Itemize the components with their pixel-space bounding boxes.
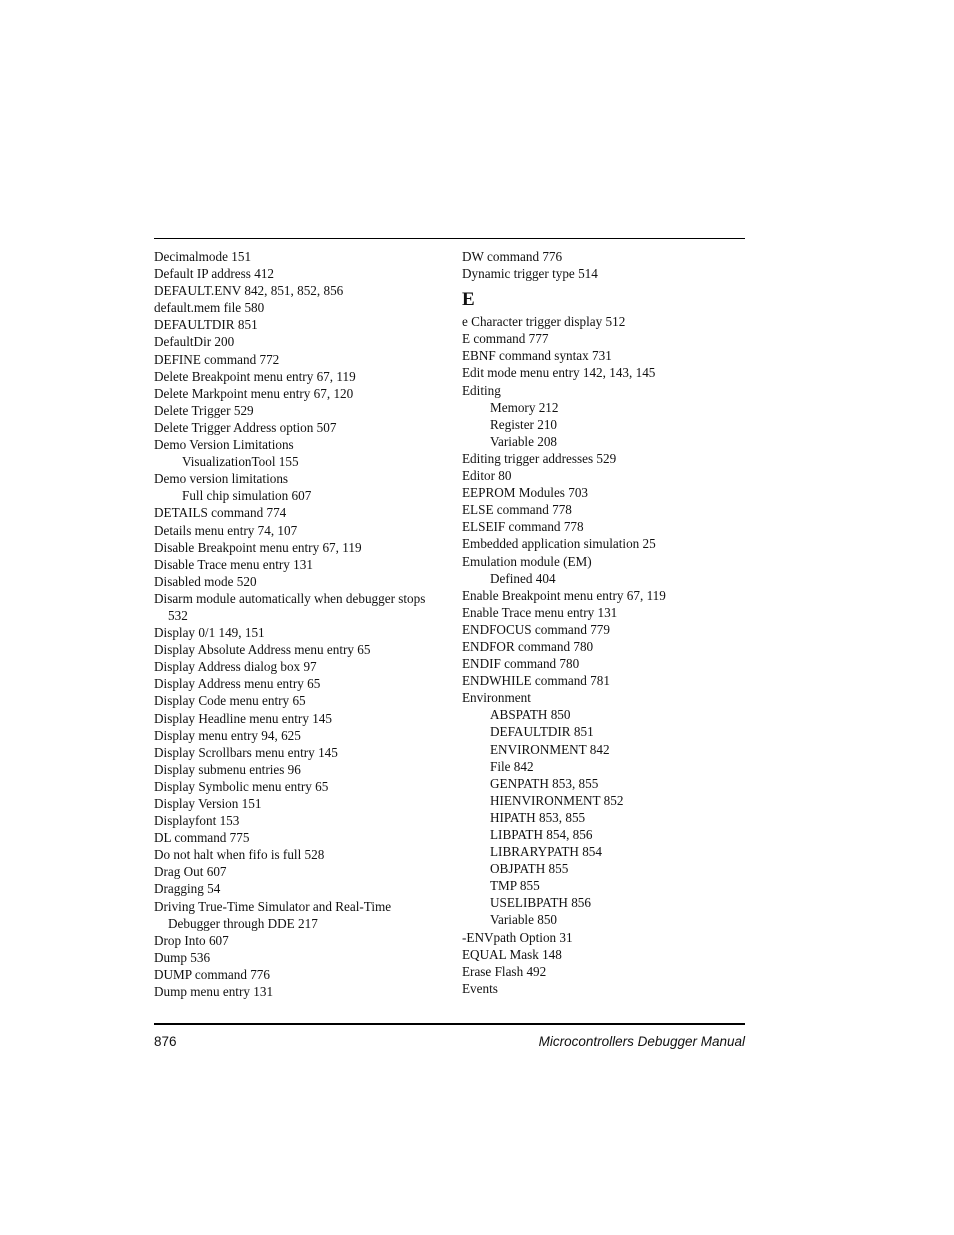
index-subentry: GENPATH 853, 855 [490, 775, 599, 791]
index-entry: Delete Markpoint menu entry 67, 120 [154, 385, 354, 401]
index-entry: Dump 536 [154, 949, 211, 965]
index-entry: Demo version limitations [154, 471, 289, 487]
manual-title: Microcontrollers Debugger Manual [538, 1034, 745, 1049]
index-entry: Default IP address 412 [154, 266, 275, 282]
index-entry: Enable Trace menu entry 131 [462, 604, 618, 620]
index-entry: Demo Version Limitations [154, 437, 294, 453]
index-entry: ENDIF command 780 [462, 656, 580, 672]
index-entry: Details menu entry 74, 107 [154, 522, 298, 538]
index-entry: EBNF command syntax 731 [462, 348, 612, 364]
index-entry: Editing [462, 382, 501, 398]
header-rule [154, 238, 745, 239]
index-subentry: HIPATH 853, 855 [490, 809, 586, 825]
index-entry: ENDFOCUS command 779 [462, 621, 610, 637]
index-subentry: DEFAULTDIR 851 [490, 724, 594, 740]
index-entry: Display Address menu entry 65 [154, 676, 321, 692]
index-entry: Disarm module automatically when debugger stops 532 [154, 590, 426, 623]
index-entry: Editor 80 [462, 468, 512, 484]
index-entry: E command 777 [462, 331, 549, 347]
index-subentry: OBJPATH 855 [490, 861, 569, 877]
index-entry: Erase Flash 492 [462, 963, 547, 979]
index-entry: Driving True-Time Simulator and Real-Time Debugger through DDE 217 [154, 898, 392, 931]
index-entry: Display Code menu entry 65 [154, 693, 306, 709]
index-entry: DEFAULT.ENV 842, 851, 852, 856 [154, 283, 344, 299]
index-entry: Dynamic trigger type 514 [462, 266, 598, 282]
index-entry: e Character trigger display 512 [462, 314, 626, 330]
index-entry: Delete Trigger Address option 507 [154, 419, 337, 435]
index-entry: Do not halt when fifo is full 528 [154, 847, 325, 863]
index-entry: Display 0/1 149, 151 [154, 625, 265, 641]
index-entry: Edit mode menu entry 142, 143, 145 [462, 365, 656, 381]
index-entry: Displayfont 153 [154, 813, 240, 829]
index-entry: Editing trigger addresses 529 [462, 450, 617, 466]
index-entry: ELSEIF command 778 [462, 519, 584, 535]
index-entry: Delete Trigger 529 [154, 402, 254, 418]
index-subentry: ABSPATH 850 [490, 707, 571, 723]
index-entry: DW command 776 [462, 249, 563, 264]
index-entry: Display Headline menu entry 145 [154, 710, 332, 726]
index-subentry: LIBPATH 854, 856 [490, 827, 593, 842]
index-entry: Display Symbolic menu entry 65 [154, 778, 329, 794]
index-entry: ELSE command 778 [462, 502, 572, 518]
index-entry: Decimalmode 151 [154, 249, 252, 264]
index-entry: Dragging 54 [154, 881, 221, 897]
index-entry: Emulation module (EM) [462, 553, 592, 569]
index-entry: Dump menu entry 131 [154, 984, 274, 1000]
index-subentry: TMP 855 [490, 878, 540, 894]
index-entry: DEFINE command 772 [154, 351, 280, 367]
index-column-right [462, 248, 752, 997]
index-entry: Drop Into 607 [154, 932, 229, 948]
index-entry: DefaultDir 200 [154, 334, 235, 350]
index-entry: Environment [462, 690, 531, 706]
index-entry: Events [462, 980, 498, 996]
index-entry: Display Version 151 [154, 796, 262, 811]
index-entry: default.mem file 580 [154, 300, 265, 316]
index-subentry: File 842 [490, 758, 534, 774]
index-entry: Delete Breakpoint menu entry 67, 119 [154, 368, 356, 384]
index-subentry: Memory 212 [490, 399, 559, 415]
index-subentry: VisualizationTool 155 [182, 454, 299, 470]
index-entry: Disabled mode 520 [154, 573, 257, 589]
index-entry: Display Absolute Address menu entry 65 [154, 642, 371, 658]
index-subentry: HIENVIRONMENT 852 [490, 792, 624, 808]
index-entry: DEFAULTDIR 851 [154, 317, 258, 333]
index-column-left [154, 248, 444, 1000]
index-subentry: Variable 850 [490, 912, 558, 928]
index-subentry: Defined 404 [490, 570, 556, 586]
index-entry: Enable Breakpoint menu entry 67, 119 [462, 587, 666, 603]
index-entry: Display menu entry 94, 625 [154, 727, 301, 743]
index-entry: Disable Trace menu entry 131 [154, 556, 313, 572]
index-subentry: ENVIRONMENT 842 [490, 741, 610, 757]
index-subentry: USELIBPATH 856 [490, 895, 591, 911]
index-entry: -ENVpath Option 31 [462, 929, 573, 945]
index-entry: DETAILS command 774 [154, 505, 287, 521]
index-entry: ENDFOR command 780 [462, 638, 594, 654]
footer-rule [154, 1023, 745, 1025]
index-entry: ENDWHILE command 781 [462, 673, 610, 689]
index-entry: Drag Out 607 [154, 864, 227, 880]
index-entry: EQUAL Mask 148 [462, 946, 562, 962]
index-entry: DL command 775 [154, 830, 250, 846]
index-subentry: Register 210 [490, 416, 558, 432]
index-subentry: Full chip simulation 607 [182, 488, 312, 504]
index-subentry: Variable 208 [490, 433, 558, 449]
index-entry: EEPROM Modules 703 [462, 485, 589, 501]
index-entry: Display Scrollbars menu entry 145 [154, 744, 338, 760]
index-entry: Display submenu entries 96 [154, 761, 301, 777]
page-number: 876 [154, 1034, 177, 1049]
index-group-e [462, 313, 752, 997]
index-entry: Display Address dialog box 97 [154, 659, 317, 675]
index-entry: Disable Breakpoint menu entry 67, 119 [154, 539, 362, 555]
index-entry: DUMP command 776 [154, 966, 270, 982]
index-entry: Embedded application simulation 25 [462, 536, 656, 552]
page-footer [154, 1034, 745, 1052]
section-letter: E [462, 289, 475, 311]
index-group-d-continued [462, 248, 752, 282]
index-subentry: LIBRARYPATH 854 [490, 844, 602, 860]
